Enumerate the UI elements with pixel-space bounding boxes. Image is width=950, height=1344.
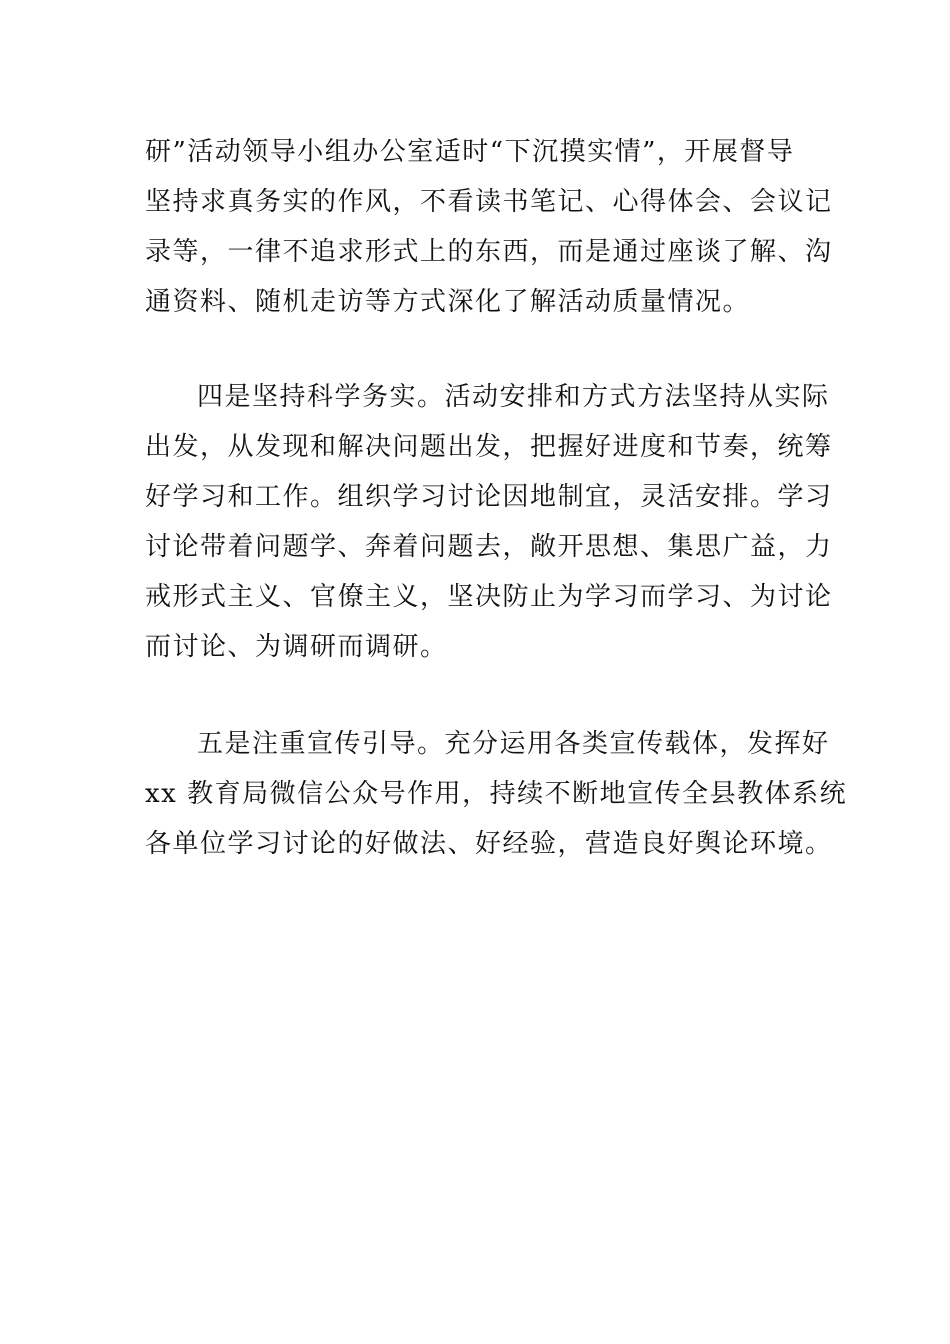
paragraph-line: 录等，一律不追求形式上的东西，而是通过座谈了解、沟: [145, 237, 833, 267]
paragraph-line: 五是注重宣传引导。充分运用各类宣传载体，发挥好: [197, 729, 830, 759]
paragraph-line: 好学习和工作。组织学习讨论因地制宜，灵活安排。学习: [145, 482, 833, 512]
paragraph-line: 而讨论、为调研而调研。: [145, 632, 448, 662]
paragraph-line: 戒形式主义、官僚主义，坚决防止为学习而学习、为讨论: [145, 582, 833, 612]
paragraph-supervision: [145, 127, 833, 327]
paragraph-line: 研”活动领导小组办公室适时“下沉摸实情”，开展督导: [145, 137, 795, 167]
paragraph-line: xx 教育局微信公众号作用，持续不断地宣传全县教体系统: [145, 779, 848, 809]
paragraph-line: 讨论带着问题学、奔着问题去，敞开思想、集思广益，力: [145, 532, 833, 562]
paragraph-line: 通资料、随机走访等方式深化了解活动质量情况。: [145, 287, 751, 317]
paragraph-line: 坚持求真务实的作风，不看读书笔记、心得体会、会议记: [145, 187, 833, 217]
paragraph-line: 各单位学习讨论的好做法、好经验，营造良好舆论环境。: [145, 829, 833, 859]
paragraph-line: 出发，从发现和解决问题出发，把握好进度和节奏，统筹: [145, 432, 833, 462]
paragraph-publicity: [145, 719, 848, 869]
paragraph-scientific-pragmatism: [145, 372, 833, 672]
paragraph-line: 四是坚持科学务实。活动安排和方式方法坚持从实际: [197, 382, 830, 412]
